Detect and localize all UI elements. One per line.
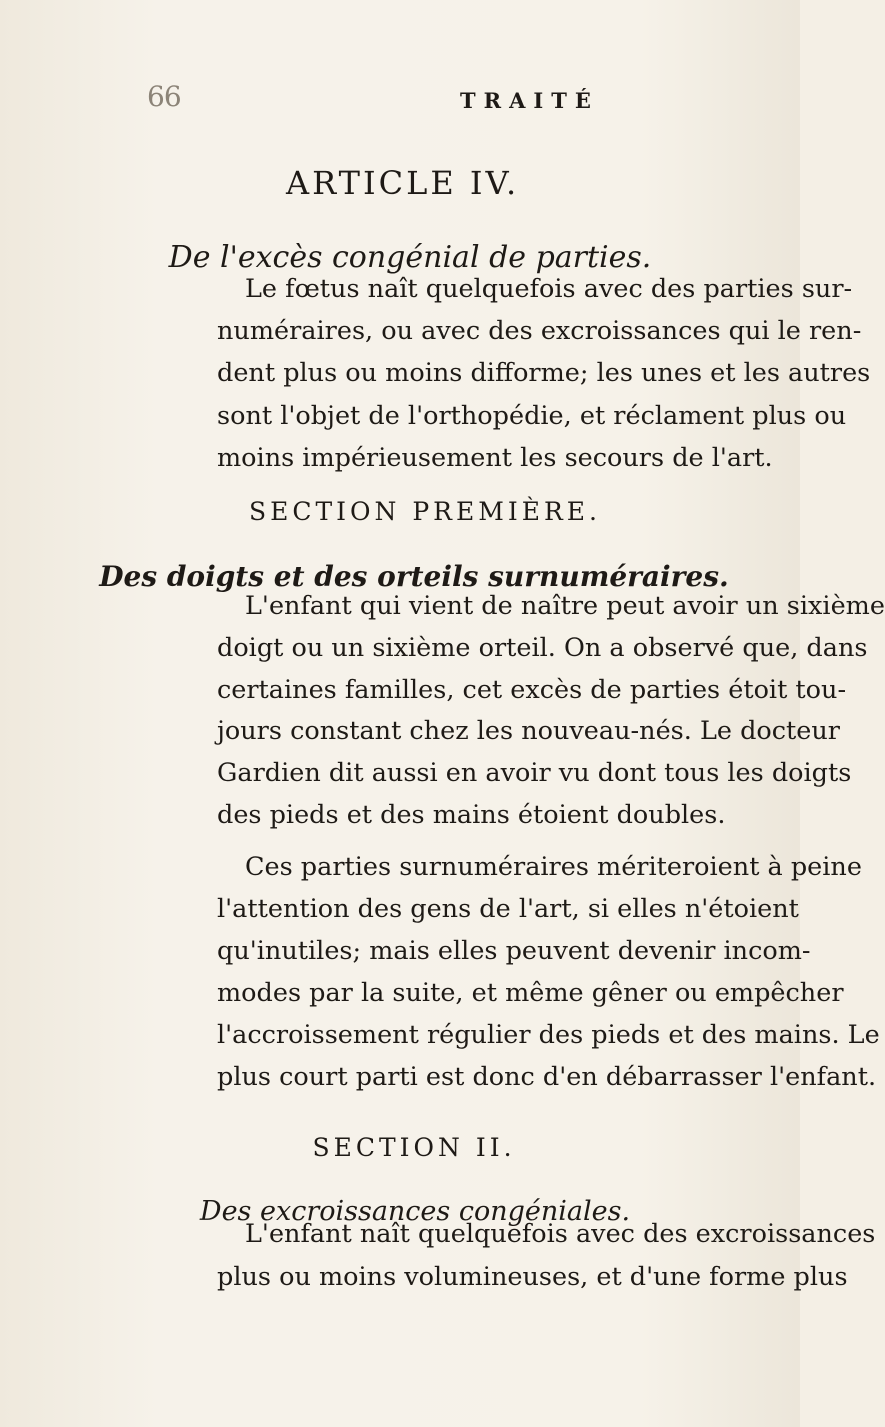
- text-line: plus ou moins volumineuses, et d'une forme plus: [217, 1262, 848, 1292]
- text-line: dent plus ou moins difforme; les unes et les autres: [217, 358, 871, 389]
- text-line: L'enfant qui vient de naître peut avoir un sixième: [245, 591, 885, 621]
- article-title: ARTICLE IV.: [286, 164, 520, 202]
- section-1-heading: SECTION PREMIÈRE.: [248, 497, 601, 526]
- text-line: moins impérieusement les secours de l'art.: [217, 442, 773, 473]
- text-line: l'attention des gens de l'art, si elles n'étoient: [217, 894, 799, 924]
- page-number: 66: [147, 80, 181, 113]
- text-line: Gardien dit aussi en avoir vu dont tous les doigts: [217, 758, 852, 789]
- text-line: des pieds et des mains étoient doubles.: [217, 799, 726, 830]
- section-1-paragraph-1: [217, 586, 885, 837]
- text-line: jours constant chez les nouveau-nés. Le docteur: [217, 716, 840, 747]
- text-line: qu'inutiles; mais elles peuvent devenir incom-: [217, 936, 811, 966]
- text-line: numéraires, ou avec des excroissances qui le ren-: [217, 316, 862, 347]
- article-subtitle: De l'excès congénial de parties.: [168, 240, 652, 275]
- section-2-subtitle: Des excroissances congéniales.: [199, 1196, 631, 1227]
- section-2-heading: SECTION II.: [312, 1133, 516, 1162]
- text-line: l'accroissement régulier des pieds et des mains. Le: [217, 1020, 880, 1050]
- text-line: sont l'objet de l'orthopédie, et réclament plus ou: [217, 400, 847, 431]
- text-line: plus court parti est donc d'en débarrasser l'enfant.: [217, 1062, 877, 1092]
- text-line: doigt ou un sixième orteil. On a observé que, dans: [217, 632, 868, 663]
- text-line: certaines familles, cet excès de parties étoit tou-: [217, 674, 847, 705]
- text-line: L'enfant naît quelquefois avec des excroissances: [245, 1219, 876, 1249]
- section-1-subtitle: Des doigts et des orteils surnuméraires.: [99, 560, 729, 593]
- text-line: modes par la suite, et même gêner ou empêcher: [217, 978, 844, 1008]
- section-1-paragraph-2: [217, 846, 880, 1098]
- section-2-paragraph-1: [217, 1213, 876, 1299]
- text-line: Le fœtus naît quelquefois avec des parties sur-: [245, 274, 853, 304]
- text-line: Ces parties surnuméraires mériteroient à peine: [245, 852, 862, 882]
- running-head: TRAITÉ: [460, 88, 599, 113]
- article-intro-paragraph: [217, 268, 871, 479]
